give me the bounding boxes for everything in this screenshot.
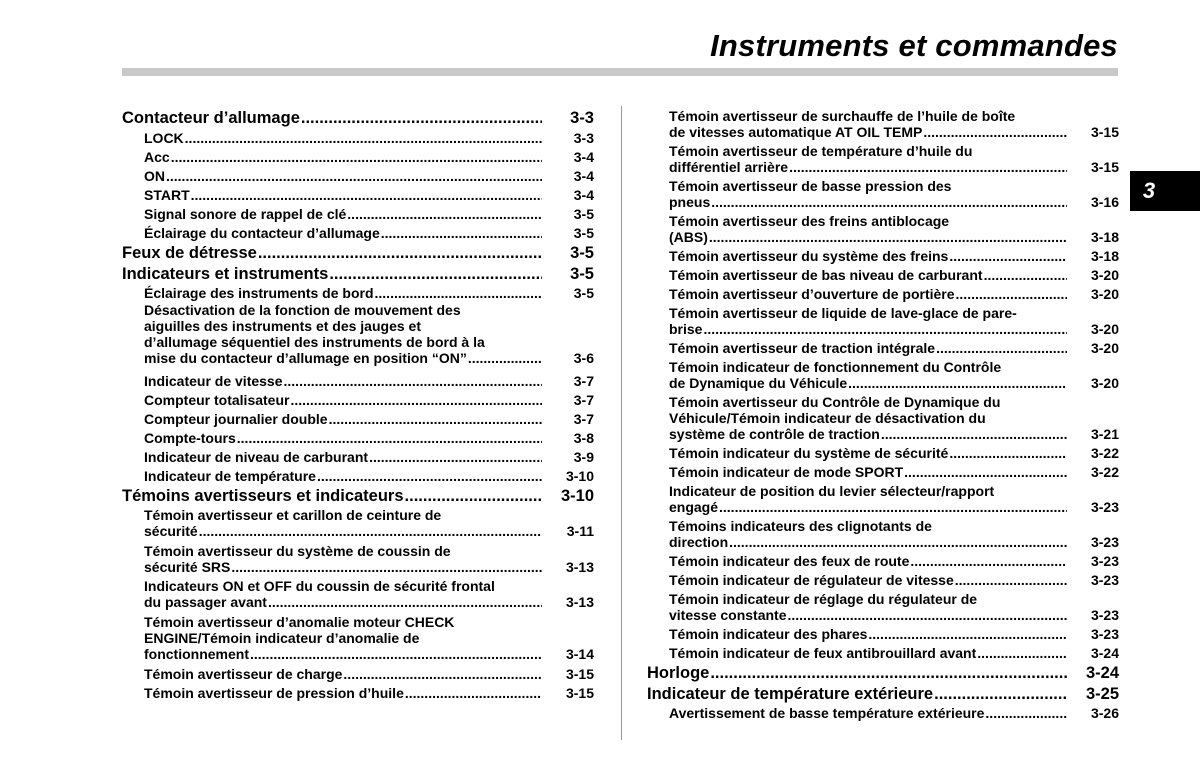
- toc-entry-title: Témoin avertisseur de pression d’huile .....: [144, 685, 542, 701]
- toc-page-number: 3-23: [1090, 534, 1119, 550]
- toc-page-number: 3-4: [573, 168, 594, 184]
- toc-entry: [647, 178, 1119, 210]
- toc-page-number: 3-7: [573, 392, 594, 408]
- toc-entry-title: Témoin indicateur de régulateur de vitesse .....: [669, 572, 1067, 588]
- toc-entry-title: Témoin avertisseur du système de coussin de sécurité SRS .....: [144, 543, 542, 575]
- toc-page-number: 3-23: [1090, 607, 1119, 623]
- toc-entry-title: Témoin avertisseur d’ouverture de portière .....: [669, 286, 1067, 302]
- toc-entry-title: Témoin avertisseur d’anomalie moteur CHECK ENGINE/Témoin indicateur d’anomalie de fonctionnement .....: [144, 614, 542, 662]
- toc-page-number: 3-16: [1090, 194, 1119, 210]
- toc-entry: [122, 543, 594, 575]
- toc-entry-title: Témoin avertisseur de surchauffe de l’huile de boîte de vitesses automatique AT OIL TEMP .....: [669, 108, 1067, 140]
- toc-page-number: 3-10: [560, 487, 594, 505]
- toc-page-number: 3-24: [1085, 664, 1119, 682]
- toc-entry-title: Indicateur de température extérieure .....: [647, 684, 1067, 704]
- toc-entry: [647, 248, 1119, 264]
- toc-entry: [122, 130, 594, 146]
- toc-entry-title: LOCK .....: [144, 130, 542, 146]
- header-rule: [122, 68, 1118, 76]
- toc-entry-title: Compteur journalier double .....: [144, 411, 542, 427]
- toc-page-number: 3-15: [1090, 159, 1119, 175]
- toc-entry-title: Témoin avertisseur de charge .....: [144, 666, 542, 682]
- toc-page-number: 3-15: [1090, 124, 1119, 140]
- toc-entry: [122, 392, 594, 408]
- toc-page-number: 3-15: [565, 666, 594, 682]
- toc-entry-title: Acc .....: [144, 149, 542, 165]
- toc-entry-title: Éclairage des instruments de bord .....: [144, 285, 542, 301]
- toc-entry: [647, 108, 1119, 140]
- toc-entry-title: Témoin indicateur de mode SPORT .....: [669, 464, 1067, 480]
- toc-entry-title: Horloge .....: [647, 663, 1067, 683]
- toc-entry: [647, 483, 1119, 515]
- toc-entry: [647, 572, 1119, 588]
- toc-entry-title: Témoin avertisseur de basse pression des pneus .....: [669, 178, 1067, 210]
- toc-page-number: 3-7: [573, 373, 594, 389]
- toc-entry: [647, 626, 1119, 642]
- toc-entry-title: Témoin indicateur des feux de route .....: [669, 553, 1067, 569]
- toc-entry-title: Compte-tours .....: [144, 430, 542, 446]
- toc-entry-title: Signal sonore de rappel de clé .....: [144, 206, 542, 222]
- toc-page-number: 3-3: [573, 130, 594, 146]
- toc-entry-title: Témoin indicateur de fonctionnement du Contrôle de Dynamique du Véhicule .....: [669, 359, 1067, 391]
- toc-entry: [122, 149, 594, 165]
- toc-entry-title: Témoin indicateur de feux antibrouillard avant .....: [669, 645, 1067, 661]
- toc-entry-title: Feux de détresse .....: [122, 243, 542, 263]
- toc-page-number: 3-4: [573, 149, 594, 165]
- toc-entry-title: Indicateur de vitesse .....: [144, 373, 542, 389]
- chapter-tab: 3: [1130, 171, 1200, 211]
- toc-section: [647, 663, 1119, 683]
- toc-column-right: [647, 108, 1119, 721]
- toc-entry: [647, 359, 1119, 391]
- toc-page-number: 3-20: [1090, 375, 1119, 391]
- toc-entry-title: Témoin indicateur de réglage du régulateur de vitesse constante .....: [669, 591, 1067, 623]
- toc-page-number: 3-9: [573, 449, 594, 465]
- toc-page-number: 3-23: [1090, 553, 1119, 569]
- toc-entry: [122, 168, 594, 184]
- toc-page-number: 3-5: [570, 244, 594, 262]
- toc-page-number: 3-22: [1090, 464, 1119, 480]
- toc-entry-title: Indicateurs ON et OFF du coussin de sécurité frontal du passager avant .....: [144, 578, 542, 610]
- toc-entry-title: Témoins avertisseurs et indicateurs .....: [122, 486, 542, 506]
- toc-entry: [647, 394, 1119, 442]
- toc-entry-title: Témoin avertisseur du système des freins .....: [669, 248, 1067, 264]
- toc-page-number: 3-20: [1090, 340, 1119, 356]
- toc-entry-title: Témoin avertisseur de température d’huile du différentiel arrière .....: [669, 143, 1067, 175]
- toc-page-number: 3-5: [570, 265, 594, 283]
- toc-page-number: 3-15: [565, 685, 594, 701]
- toc-entry-title: Éclairage du contacteur d’allumage .....: [144, 225, 542, 241]
- toc-entry-title: Indicateur de position du levier sélecteur/rapport engagé .....: [669, 483, 1067, 515]
- toc-entry: [122, 666, 594, 682]
- toc-entry: [647, 143, 1119, 175]
- column-divider: [621, 106, 622, 740]
- toc-page-number: 3-18: [1090, 248, 1119, 264]
- toc-page-number: 3-18: [1090, 229, 1119, 245]
- toc-entry: [647, 445, 1119, 461]
- toc-entry: [647, 645, 1119, 661]
- toc-page-number: 3-23: [1090, 499, 1119, 515]
- toc-entry: [122, 685, 594, 701]
- toc-entry: [647, 553, 1119, 569]
- toc-entry: [122, 285, 594, 301]
- toc-page-number: 3-3: [570, 109, 594, 127]
- toc-entry: [647, 267, 1119, 283]
- toc-page-number: 3-10: [565, 468, 594, 484]
- toc-page-number: 3-11: [566, 523, 594, 539]
- toc-entry-title: Témoin indicateur des phares .....: [669, 626, 1067, 642]
- toc-page-number: 3-13: [565, 594, 594, 610]
- toc-entry-title: Témoin avertisseur de liquide de lave-glace de pare- brise .....: [669, 305, 1067, 337]
- toc-entry: [647, 464, 1119, 480]
- toc-entry-title: Indicateur de température .....: [144, 468, 542, 484]
- toc-section: [122, 243, 594, 263]
- toc-entry-title: Témoins indicateurs des clignotants de direction .....: [669, 518, 1067, 550]
- toc-entry: [647, 286, 1119, 302]
- toc-page-number: 3-23: [1090, 626, 1119, 642]
- toc-entry-title: Compteur totalisateur .....: [144, 392, 542, 408]
- toc-entry: [647, 591, 1119, 623]
- toc-entry-title: Contacteur d’allumage .....: [122, 108, 542, 128]
- toc-page-number: 3-5: [573, 206, 594, 222]
- toc-entry: [647, 518, 1119, 550]
- toc-page-number: 3-24: [1090, 645, 1119, 661]
- toc-entry: [122, 449, 594, 465]
- toc-entry: [122, 373, 594, 389]
- toc-page-number: 3-20: [1090, 267, 1119, 283]
- toc-page-number: 3-13: [565, 559, 594, 575]
- toc-entry: [122, 187, 594, 203]
- toc-page-number: 3-5: [573, 225, 594, 241]
- toc-page-number: 3-14: [565, 646, 594, 662]
- toc-entry-title: ON .....: [144, 168, 542, 184]
- toc-entry: [122, 225, 594, 241]
- toc-entry-title: Témoin avertisseur et carillon de ceinture de sécurité .....: [144, 507, 542, 539]
- toc-entry: [647, 705, 1119, 721]
- toc-page-number: 3-21: [1090, 426, 1119, 442]
- toc-entry-title: Désactivation de la fonction de mouvement des aiguilles des instruments et des jauges et d’allumage séquentiel des instruments de bord à la mise du contacteur d’allumage en position “ON” .....: [144, 302, 542, 366]
- toc-page-number: 3-8: [573, 430, 594, 446]
- toc-page-number: 3-25: [1085, 685, 1119, 703]
- toc-entry: [122, 430, 594, 446]
- toc-page-number: 3-4: [573, 187, 594, 203]
- toc-entry: [122, 507, 594, 539]
- toc-page-number: 3-23: [1090, 572, 1119, 588]
- toc-entry-title: Témoin indicateur du système de sécurité .....: [669, 445, 1067, 461]
- toc-section: [647, 684, 1119, 704]
- toc-section: [122, 486, 594, 506]
- toc-page-number: 3-26: [1090, 705, 1119, 721]
- page-title: Instruments et commandes: [710, 28, 1118, 63]
- toc-page-number: 3-5: [573, 285, 594, 301]
- toc-section: [122, 264, 594, 284]
- toc-entry-title: Indicateur de niveau de carburant .....: [144, 449, 542, 465]
- toc-entry: [122, 614, 594, 662]
- toc-entry: [122, 411, 594, 427]
- toc-entry-title: Témoin avertisseur du Contrôle de Dynamique du Véhicule/Témoin indicateur de désactivation du système de contrôle de traction .....: [669, 394, 1067, 442]
- toc-entry: [122, 206, 594, 222]
- toc-page-number: 3-22: [1090, 445, 1119, 461]
- toc-entry-title: Indicateurs et instruments .....: [122, 264, 542, 284]
- toc-page-number: 3-20: [1090, 321, 1119, 337]
- toc-entry: [647, 305, 1119, 337]
- toc-column-left: [122, 108, 594, 701]
- toc-entry-title: Témoin avertisseur de bas niveau de carburant .....: [669, 267, 1067, 283]
- toc-entry-title: Témoin avertisseur des freins antiblocage (ABS) .....: [669, 213, 1067, 245]
- toc-entry: [647, 213, 1119, 245]
- toc-entry-title: START .....: [144, 187, 542, 203]
- toc-entry: [122, 578, 594, 610]
- toc-page-number: 3-6: [573, 350, 594, 366]
- toc-entry-title: Témoin avertisseur de traction intégrale .....: [669, 340, 1067, 356]
- toc-section: [122, 108, 594, 128]
- toc-entry: [122, 302, 594, 366]
- toc-entry: [647, 340, 1119, 356]
- toc-page-number: 3-20: [1090, 286, 1119, 302]
- toc-page-number: 3-7: [573, 411, 594, 427]
- toc-entry-title: Avertissement de basse température extérieure .....: [669, 705, 1067, 721]
- toc-entry: [122, 468, 594, 484]
